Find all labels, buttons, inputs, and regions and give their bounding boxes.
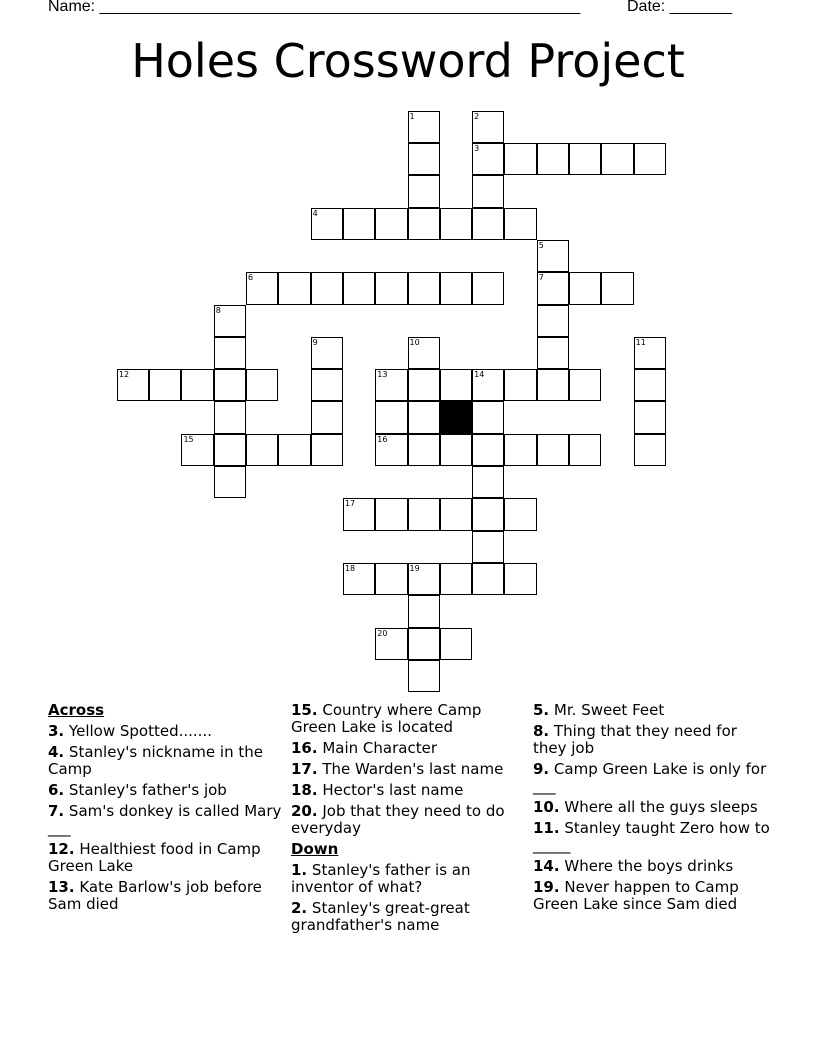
crossword-cell[interactable] [408,498,440,530]
clue-across-3: 3. Yellow Spotted....... [48,722,212,740]
clues-column-1 [48,702,288,917]
crossword-cell[interactable] [408,660,440,692]
clue-number: 5 [538,240,544,250]
crossword-cell[interactable] [311,208,343,240]
clue-number: 18 [344,563,356,573]
crossword-cell[interactable] [440,498,472,530]
crossword-cell[interactable] [472,466,504,498]
crossword-cell[interactable] [504,143,536,175]
crossword-cell[interactable] [634,337,666,369]
clue-across-20: 20. Job that they need to do everyday [291,802,505,837]
crossword-cell[interactable] [472,369,504,401]
crossword-cell[interactable] [408,208,440,240]
clue-number: 9 [312,337,318,347]
crossword-cell[interactable] [214,305,246,337]
clue-number: 10 [409,337,420,347]
crossword-cell[interactable] [246,369,278,401]
crossword-cell[interactable] [537,143,569,175]
clue-across-17: 17. The Warden's last name [291,760,504,778]
clue-number: 3 [474,144,480,154]
crossword-cell[interactable] [343,563,375,595]
crossword-cell[interactable] [472,208,504,240]
clue-down-5: 5. Mr. Sweet Feet [533,701,665,719]
crossword-cell[interactable] [472,111,504,143]
crossword-cell[interactable] [408,272,440,304]
crossword-cell[interactable] [537,272,569,304]
across-heading: Across [48,701,105,719]
crossword-cell[interactable] [375,401,407,433]
crossword-cell[interactable] [375,208,407,240]
crossword-cell[interactable] [537,240,569,272]
crossword-cell[interactable] [214,401,246,433]
crossword-cell[interactable] [343,498,375,530]
down-heading: Down [291,840,339,858]
clue-number: 11 [635,337,646,347]
clue-across-6: 6. Stanley's father's job [48,781,227,799]
clue-down-8: 8. Thing that they need for they job [533,722,737,757]
clue-down-14: 14. Where the boys drinks [533,857,734,875]
crossword-cell[interactable] [343,208,375,240]
crossword-cell[interactable] [569,272,601,304]
crossword-cell[interactable] [375,272,407,304]
clue-number: 13 [377,370,388,380]
crossword-cell[interactable] [504,498,536,530]
name-field[interactable]: Name: ______________________________________________________ [48,0,581,15]
crossword-cell[interactable] [472,531,504,563]
crossword-cell[interactable] [472,272,504,304]
crossword-cell[interactable] [440,628,472,660]
crossword-cell[interactable] [408,595,440,627]
crossword-cell[interactable] [408,369,440,401]
date-field[interactable]: Date: _______ [627,0,732,15]
crossword-cell[interactable] [149,369,181,401]
crossword-cell[interactable] [504,208,536,240]
crossword-cell[interactable] [408,434,440,466]
crossword-cell[interactable] [408,143,440,175]
crossword-cell[interactable] [375,563,407,595]
crossword-cell[interactable] [408,337,440,369]
crossword-cell[interactable] [440,369,472,401]
clues-column-3 [533,702,773,917]
crossword-cell[interactable] [634,369,666,401]
crossword-cell[interactable] [440,563,472,595]
crossword-cell[interactable] [504,369,536,401]
crossword-cell[interactable] [311,337,343,369]
clue-across-7: 7. Sam's donkey is called Mary ___ [48,802,282,837]
crossword-cell[interactable] [117,369,149,401]
clue-number: 4 [312,208,318,218]
clue-across-4: 4. Stanley's nickname in the Camp [48,743,263,778]
crossword-cell[interactable] [537,337,569,369]
crossword-cell[interactable] [504,434,536,466]
crossword-cell[interactable] [634,143,666,175]
clue-down-2: 2. Stanley's great-great grandfather's name [291,899,470,934]
clue-number: 6 [248,273,254,283]
crossword-cell[interactable] [375,369,407,401]
clue-down-19: 19. Never happen to Camp Green Lake since Sam died [533,878,739,913]
clue-number: 12 [118,370,130,380]
clue-number: 17 [344,499,356,509]
clue-number: 8 [215,305,221,315]
crossword-cell[interactable] [634,401,666,433]
crossword-cell[interactable] [537,434,569,466]
crossword-cell[interactable] [440,434,472,466]
crossword-cell[interactable] [214,466,246,498]
crossword-cell[interactable] [181,369,213,401]
clue-number: 15 [183,434,194,444]
crossword-cell[interactable] [408,563,440,595]
crossword-cell[interactable] [214,337,246,369]
crossword-cell[interactable] [408,401,440,433]
clue-down-11: 11. Stanley taught Zero how to _____ [533,819,770,854]
clue-across-18: 18. Hector's last name [291,781,464,799]
crossword-cell[interactable] [601,272,633,304]
crossword-cell[interactable] [537,369,569,401]
crossword-cell[interactable] [634,434,666,466]
crossword-cell[interactable] [569,369,601,401]
crossword-cell[interactable] [311,434,343,466]
clues-column-2 [291,702,531,938]
crossword-cell[interactable] [601,143,633,175]
clue-number: 14 [474,370,485,380]
clue-down-9: 9. Camp Green Lake is only for ___ [533,760,767,795]
crossword-cell[interactable] [278,272,310,304]
crossword-cell[interactable] [278,434,310,466]
clue-number: 7 [538,273,544,283]
crossword-cell[interactable] [375,498,407,530]
crossword-cell[interactable] [472,434,504,466]
crossword-cell[interactable] [343,272,375,304]
crossword-cell[interactable] [472,175,504,207]
crossword-cell[interactable] [408,175,440,207]
crossword-cell[interactable] [472,401,504,433]
clue-number: 20 [377,628,388,638]
clue-across-13: 13. Kate Barlow's job before Sam died [48,878,262,913]
clue-number: 16 [377,434,388,444]
crossword-cell[interactable] [311,272,343,304]
clue-down-10: 10. Where all the guys sleeps [533,798,758,816]
crossword-cell[interactable] [214,434,246,466]
crossword-cell[interactable] [408,628,440,660]
crossword-cell[interactable] [246,434,278,466]
clue-across-15: 15. Country where Camp Green Lake is located [291,701,482,736]
crossword-cell[interactable] [311,369,343,401]
clue-across-16: 16. Main Character [291,739,437,757]
crossword-cell[interactable] [375,628,407,660]
crossword-cell[interactable] [569,143,601,175]
clue-number: 1 [409,111,415,121]
crossword-cell[interactable] [504,563,536,595]
crossword-cell[interactable] [537,305,569,337]
crossword-cell[interactable] [311,401,343,433]
clue-number: 19 [409,563,420,573]
crossword-cell[interactable] [181,434,213,466]
crossword-cell[interactable] [440,272,472,304]
crossword-cell[interactable] [408,111,440,143]
clue-across-12: 12. Healthiest food in Camp Green Lake [48,840,261,875]
crossword-cell[interactable] [472,498,504,530]
crossword-cell[interactable] [246,272,278,304]
crossword-cell[interactable] [440,208,472,240]
crossword-cell[interactable] [375,434,407,466]
clue-number: 2 [474,111,480,121]
crossword-cell[interactable] [214,369,246,401]
clue-down-1: 1. Stanley's father is an inventor of what? [291,861,471,896]
crossword-cell[interactable] [472,143,504,175]
crossword-cell[interactable] [472,563,504,595]
crossword-cell[interactable] [569,434,601,466]
page-title: Holes Crossword Project [131,34,685,88]
black-cell [440,401,472,433]
